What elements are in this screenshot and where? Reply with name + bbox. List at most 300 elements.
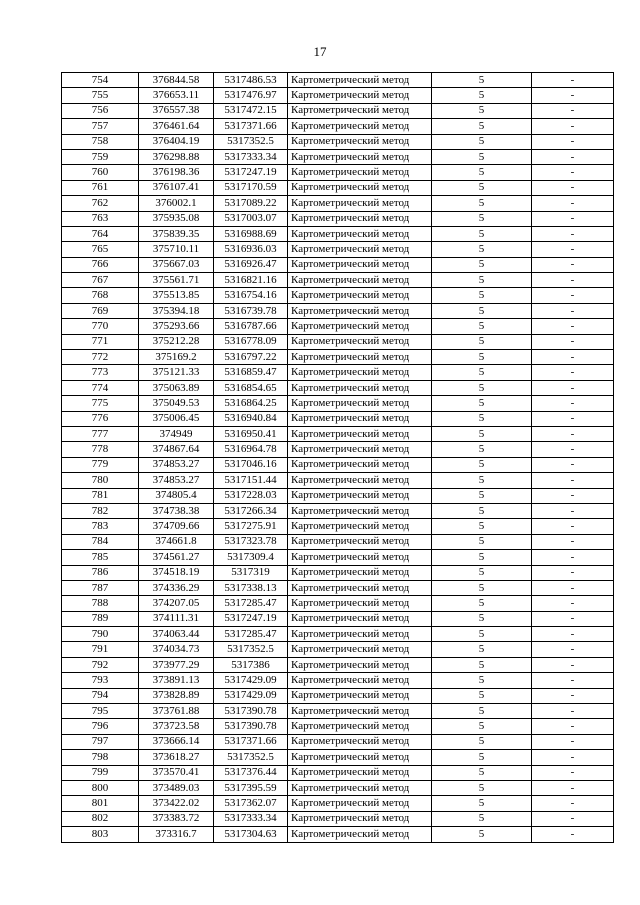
- y-coordinate-cell: 5317275.91: [214, 519, 288, 534]
- accuracy-cell: 5: [432, 611, 532, 626]
- table-row: [62, 827, 614, 842]
- y-coordinate-cell: 5316988.69: [214, 226, 288, 241]
- method-cell: Картометрический метод: [288, 196, 432, 211]
- method-cell: Картометрический метод: [288, 211, 432, 226]
- table-row: [62, 796, 614, 811]
- x-coordinate-cell: 375006.45: [139, 411, 214, 426]
- page-number: 17: [313, 44, 327, 59]
- point-number-cell: 798: [62, 750, 139, 765]
- x-coordinate-cell: 374853.27: [139, 457, 214, 472]
- x-coordinate-cell: 373422.02: [139, 796, 214, 811]
- table-row: [62, 642, 614, 657]
- method-cell: Картометрический метод: [288, 273, 432, 288]
- table-row: [62, 596, 614, 611]
- method-cell: Картометрический метод: [288, 611, 432, 626]
- note-cell: -: [532, 211, 614, 226]
- point-number-cell: 781: [62, 488, 139, 503]
- table-row: [62, 750, 614, 765]
- table-row: [62, 334, 614, 349]
- note-cell: -: [532, 704, 614, 719]
- accuracy-cell: 5: [432, 534, 532, 549]
- note-cell: -: [532, 88, 614, 103]
- table-row: [62, 303, 614, 318]
- point-number-cell: 796: [62, 719, 139, 734]
- accuracy-cell: 5: [432, 580, 532, 595]
- x-coordinate-cell: 374063.44: [139, 627, 214, 642]
- point-number-cell: 770: [62, 319, 139, 334]
- accuracy-cell: 5: [432, 196, 532, 211]
- accuracy-cell: 5: [432, 519, 532, 534]
- x-coordinate-cell: 373489.03: [139, 780, 214, 795]
- accuracy-cell: 5: [432, 365, 532, 380]
- note-cell: -: [532, 180, 614, 195]
- point-number-cell: 799: [62, 765, 139, 780]
- y-coordinate-cell: 5316797.22: [214, 350, 288, 365]
- method-cell: Картометрический метод: [288, 642, 432, 657]
- y-coordinate-cell: 5316926.47: [214, 257, 288, 272]
- accuracy-cell: 5: [432, 780, 532, 795]
- y-coordinate-cell: 5317285.47: [214, 627, 288, 642]
- y-coordinate-cell: 5317371.66: [214, 734, 288, 749]
- coordinates-table: [61, 72, 614, 843]
- table-row: [62, 411, 614, 426]
- note-cell: -: [532, 396, 614, 411]
- x-coordinate-cell: 376198.36: [139, 165, 214, 180]
- table-row: [62, 288, 614, 303]
- x-coordinate-cell: 375169.2: [139, 350, 214, 365]
- accuracy-cell: 5: [432, 334, 532, 349]
- table-row: [62, 365, 614, 380]
- table-row: [62, 765, 614, 780]
- point-number-cell: 795: [62, 704, 139, 719]
- x-coordinate-cell: 375293.66: [139, 319, 214, 334]
- y-coordinate-cell: 5316821.16: [214, 273, 288, 288]
- table-row: [62, 503, 614, 518]
- note-cell: -: [532, 288, 614, 303]
- x-coordinate-cell: 374805.4: [139, 488, 214, 503]
- method-cell: Картометрический метод: [288, 303, 432, 318]
- accuracy-cell: 5: [432, 426, 532, 441]
- accuracy-cell: 5: [432, 734, 532, 749]
- accuracy-cell: 5: [432, 642, 532, 657]
- note-cell: -: [532, 442, 614, 457]
- method-cell: Картометрический метод: [288, 334, 432, 349]
- method-cell: Картометрический метод: [288, 319, 432, 334]
- x-coordinate-cell: 374661.8: [139, 534, 214, 549]
- table-row: [62, 550, 614, 565]
- accuracy-cell: 5: [432, 411, 532, 426]
- y-coordinate-cell: 5316739.78: [214, 303, 288, 318]
- y-coordinate-cell: 5317333.34: [214, 811, 288, 826]
- table-row: [62, 396, 614, 411]
- note-cell: -: [532, 627, 614, 642]
- note-cell: -: [532, 426, 614, 441]
- y-coordinate-cell: 5316936.03: [214, 242, 288, 257]
- point-number-cell: 780: [62, 473, 139, 488]
- method-cell: Картометрический метод: [288, 134, 432, 149]
- y-coordinate-cell: 5317429.09: [214, 673, 288, 688]
- x-coordinate-cell: 375667.03: [139, 257, 214, 272]
- note-cell: -: [532, 134, 614, 149]
- note-cell: -: [532, 596, 614, 611]
- note-cell: -: [532, 119, 614, 134]
- y-coordinate-cell: 5317170.59: [214, 180, 288, 195]
- y-coordinate-cell: 5317429.09: [214, 688, 288, 703]
- x-coordinate-cell: 374207.05: [139, 596, 214, 611]
- x-coordinate-cell: 374738.38: [139, 503, 214, 518]
- method-cell: Картометрический метод: [288, 119, 432, 134]
- x-coordinate-cell: 376557.38: [139, 103, 214, 118]
- accuracy-cell: 5: [432, 288, 532, 303]
- point-number-cell: 757: [62, 119, 139, 134]
- method-cell: Картометрический метод: [288, 180, 432, 195]
- y-coordinate-cell: 5316754.16: [214, 288, 288, 303]
- method-cell: Картометрический метод: [288, 288, 432, 303]
- y-coordinate-cell: 5317003.07: [214, 211, 288, 226]
- note-cell: -: [532, 519, 614, 534]
- x-coordinate-cell: 376653.11: [139, 88, 214, 103]
- table-row: [62, 149, 614, 164]
- note-cell: -: [532, 350, 614, 365]
- y-coordinate-cell: 5317390.78: [214, 704, 288, 719]
- table-row: [62, 134, 614, 149]
- accuracy-cell: 5: [432, 657, 532, 672]
- table-row: [62, 442, 614, 457]
- note-cell: -: [532, 780, 614, 795]
- accuracy-cell: 5: [432, 811, 532, 826]
- table-row: [62, 704, 614, 719]
- method-cell: Картометрический метод: [288, 165, 432, 180]
- x-coordinate-cell: 374518.19: [139, 565, 214, 580]
- x-coordinate-cell: 374034.73: [139, 642, 214, 657]
- note-cell: -: [532, 196, 614, 211]
- y-coordinate-cell: 5317352.5: [214, 642, 288, 657]
- y-coordinate-cell: 5317486.53: [214, 73, 288, 88]
- table-row: [62, 165, 614, 180]
- accuracy-cell: 5: [432, 719, 532, 734]
- method-cell: Картометрический метод: [288, 688, 432, 703]
- accuracy-cell: 5: [432, 149, 532, 164]
- note-cell: -: [532, 411, 614, 426]
- accuracy-cell: 5: [432, 242, 532, 257]
- x-coordinate-cell: 374867.64: [139, 442, 214, 457]
- point-number-cell: 789: [62, 611, 139, 626]
- table-row: [62, 719, 614, 734]
- x-coordinate-cell: 376002.1: [139, 196, 214, 211]
- method-cell: Картометрический метод: [288, 796, 432, 811]
- note-cell: -: [532, 827, 614, 842]
- note-cell: -: [532, 550, 614, 565]
- point-number-cell: 778: [62, 442, 139, 457]
- note-cell: -: [532, 334, 614, 349]
- y-coordinate-cell: 5317285.47: [214, 596, 288, 611]
- x-coordinate-cell: 375121.33: [139, 365, 214, 380]
- table-row: [62, 226, 614, 241]
- table-row: [62, 519, 614, 534]
- method-cell: Картометрический метод: [288, 673, 432, 688]
- x-coordinate-cell: 373316.7: [139, 827, 214, 842]
- accuracy-cell: 5: [432, 827, 532, 842]
- method-cell: Картометрический метод: [288, 103, 432, 118]
- point-number-cell: 790: [62, 627, 139, 642]
- accuracy-cell: 5: [432, 103, 532, 118]
- point-number-cell: 800: [62, 780, 139, 795]
- method-cell: Картометрический метод: [288, 442, 432, 457]
- y-coordinate-cell: 5317323.78: [214, 534, 288, 549]
- point-number-cell: 764: [62, 226, 139, 241]
- y-coordinate-cell: 5316950.41: [214, 426, 288, 441]
- note-cell: -: [532, 765, 614, 780]
- method-cell: Картометрический метод: [288, 534, 432, 549]
- y-coordinate-cell: 5317371.66: [214, 119, 288, 134]
- table-row: [62, 273, 614, 288]
- point-number-cell: 765: [62, 242, 139, 257]
- note-cell: -: [532, 503, 614, 518]
- accuracy-cell: 5: [432, 226, 532, 241]
- y-coordinate-cell: 5317352.5: [214, 134, 288, 149]
- accuracy-cell: 5: [432, 380, 532, 395]
- accuracy-cell: 5: [432, 765, 532, 780]
- x-coordinate-cell: 373618.27: [139, 750, 214, 765]
- accuracy-cell: 5: [432, 550, 532, 565]
- note-cell: -: [532, 534, 614, 549]
- y-coordinate-cell: 5316864.25: [214, 396, 288, 411]
- method-cell: Картометрический метод: [288, 596, 432, 611]
- point-number-cell: 786: [62, 565, 139, 580]
- point-number-cell: 768: [62, 288, 139, 303]
- method-cell: Картометрический метод: [288, 473, 432, 488]
- method-cell: Картометрический метод: [288, 780, 432, 795]
- point-number-cell: 774: [62, 380, 139, 395]
- method-cell: Картометрический метод: [288, 73, 432, 88]
- x-coordinate-cell: 375710.11: [139, 242, 214, 257]
- x-coordinate-cell: 374853.27: [139, 473, 214, 488]
- x-coordinate-cell: 375049.53: [139, 396, 214, 411]
- x-coordinate-cell: 374561.27: [139, 550, 214, 565]
- table-row: [62, 457, 614, 472]
- method-cell: Картометрический метод: [288, 396, 432, 411]
- accuracy-cell: 5: [432, 273, 532, 288]
- point-number-cell: 801: [62, 796, 139, 811]
- point-number-cell: 776: [62, 411, 139, 426]
- y-coordinate-cell: 5316859.47: [214, 365, 288, 380]
- x-coordinate-cell: 375513.85: [139, 288, 214, 303]
- table-row: [62, 473, 614, 488]
- note-cell: -: [532, 165, 614, 180]
- table-row: [62, 565, 614, 580]
- x-coordinate-cell: 374949: [139, 426, 214, 441]
- note-cell: -: [532, 565, 614, 580]
- point-number-cell: 755: [62, 88, 139, 103]
- accuracy-cell: 5: [432, 165, 532, 180]
- accuracy-cell: 5: [432, 673, 532, 688]
- note-cell: -: [532, 488, 614, 503]
- table-row: [62, 119, 614, 134]
- accuracy-cell: 5: [432, 596, 532, 611]
- note-cell: -: [532, 257, 614, 272]
- x-coordinate-cell: 376461.64: [139, 119, 214, 134]
- x-coordinate-cell: 373828.89: [139, 688, 214, 703]
- note-cell: -: [532, 242, 614, 257]
- point-number-cell: 766: [62, 257, 139, 272]
- y-coordinate-cell: 5317352.5: [214, 750, 288, 765]
- table-row: [62, 426, 614, 441]
- y-coordinate-cell: 5316787.66: [214, 319, 288, 334]
- accuracy-cell: 5: [432, 565, 532, 580]
- table-row: [62, 73, 614, 88]
- note-cell: -: [532, 319, 614, 334]
- method-cell: Картометрический метод: [288, 657, 432, 672]
- note-cell: -: [532, 73, 614, 88]
- note-cell: -: [532, 273, 614, 288]
- y-coordinate-cell: 5317228.03: [214, 488, 288, 503]
- point-number-cell: 783: [62, 519, 139, 534]
- accuracy-cell: 5: [432, 303, 532, 318]
- x-coordinate-cell: 375935.08: [139, 211, 214, 226]
- method-cell: Картометрический метод: [288, 734, 432, 749]
- y-coordinate-cell: 5317362.07: [214, 796, 288, 811]
- y-coordinate-cell: 5316854.65: [214, 380, 288, 395]
- x-coordinate-cell: 373570.41: [139, 765, 214, 780]
- point-number-cell: 754: [62, 73, 139, 88]
- table-row: [62, 488, 614, 503]
- x-coordinate-cell: 375394.18: [139, 303, 214, 318]
- y-coordinate-cell: 5317309.4: [214, 550, 288, 565]
- point-number-cell: 794: [62, 688, 139, 703]
- y-coordinate-cell: 5317247.19: [214, 611, 288, 626]
- x-coordinate-cell: 376298.88: [139, 149, 214, 164]
- note-cell: -: [532, 811, 614, 826]
- table-row: [62, 242, 614, 257]
- y-coordinate-cell: 5317390.78: [214, 719, 288, 734]
- table-row: [62, 196, 614, 211]
- method-cell: Картометрический метод: [288, 565, 432, 580]
- table-row: [62, 211, 614, 226]
- table-row: [62, 657, 614, 672]
- x-coordinate-cell: 375063.89: [139, 380, 214, 395]
- y-coordinate-cell: 5317319: [214, 565, 288, 580]
- point-number-cell: 797: [62, 734, 139, 749]
- y-coordinate-cell: 5317476.97: [214, 88, 288, 103]
- x-coordinate-cell: 373761.88: [139, 704, 214, 719]
- y-coordinate-cell: 5317333.34: [214, 149, 288, 164]
- y-coordinate-cell: 5317395.59: [214, 780, 288, 795]
- accuracy-cell: 5: [432, 627, 532, 642]
- accuracy-cell: 5: [432, 134, 532, 149]
- point-number-cell: 787: [62, 580, 139, 595]
- note-cell: -: [532, 580, 614, 595]
- point-number-cell: 803: [62, 827, 139, 842]
- point-number-cell: 761: [62, 180, 139, 195]
- y-coordinate-cell: 5317386: [214, 657, 288, 672]
- accuracy-cell: 5: [432, 704, 532, 719]
- table-row: [62, 811, 614, 826]
- accuracy-cell: 5: [432, 211, 532, 226]
- coordinates-table-body: [62, 73, 614, 843]
- note-cell: -: [532, 303, 614, 318]
- method-cell: Картометрический метод: [288, 503, 432, 518]
- point-number-cell: 802: [62, 811, 139, 826]
- x-coordinate-cell: 375212.28: [139, 334, 214, 349]
- point-number-cell: 775: [62, 396, 139, 411]
- accuracy-cell: 5: [432, 750, 532, 765]
- accuracy-cell: 5: [432, 442, 532, 457]
- note-cell: -: [532, 719, 614, 734]
- table-row: [62, 257, 614, 272]
- note-cell: -: [532, 611, 614, 626]
- table-row: [62, 673, 614, 688]
- table-row: [62, 534, 614, 549]
- y-coordinate-cell: 5317376.44: [214, 765, 288, 780]
- y-coordinate-cell: 5317089.22: [214, 196, 288, 211]
- point-number-cell: 793: [62, 673, 139, 688]
- point-number-cell: 784: [62, 534, 139, 549]
- y-coordinate-cell: 5316964.78: [214, 442, 288, 457]
- method-cell: Картометрический метод: [288, 411, 432, 426]
- x-coordinate-cell: 375839.35: [139, 226, 214, 241]
- note-cell: -: [532, 103, 614, 118]
- accuracy-cell: 5: [432, 488, 532, 503]
- method-cell: Картометрический метод: [288, 519, 432, 534]
- point-number-cell: 769: [62, 303, 139, 318]
- table-row: [62, 627, 614, 642]
- x-coordinate-cell: 374336.29: [139, 580, 214, 595]
- accuracy-cell: 5: [432, 503, 532, 518]
- method-cell: Картометрический метод: [288, 88, 432, 103]
- accuracy-cell: 5: [432, 319, 532, 334]
- x-coordinate-cell: 373891.13: [139, 673, 214, 688]
- note-cell: -: [532, 457, 614, 472]
- method-cell: Картометрический метод: [288, 242, 432, 257]
- point-number-cell: 760: [62, 165, 139, 180]
- table-row: [62, 380, 614, 395]
- x-coordinate-cell: 375561.71: [139, 273, 214, 288]
- table-row: [62, 103, 614, 118]
- accuracy-cell: 5: [432, 88, 532, 103]
- note-cell: -: [532, 149, 614, 164]
- point-number-cell: 782: [62, 503, 139, 518]
- point-number-cell: 758: [62, 134, 139, 149]
- point-number-cell: 791: [62, 642, 139, 657]
- table-row: [62, 688, 614, 703]
- method-cell: Картометрический метод: [288, 580, 432, 595]
- accuracy-cell: 5: [432, 688, 532, 703]
- point-number-cell: 779: [62, 457, 139, 472]
- x-coordinate-cell: 373723.58: [139, 719, 214, 734]
- x-coordinate-cell: 374111.31: [139, 611, 214, 626]
- table-row: [62, 180, 614, 195]
- point-number-cell: 762: [62, 196, 139, 211]
- accuracy-cell: 5: [432, 396, 532, 411]
- point-number-cell: 792: [62, 657, 139, 672]
- y-coordinate-cell: 5317472.15: [214, 103, 288, 118]
- point-number-cell: 763: [62, 211, 139, 226]
- method-cell: Картометрический метод: [288, 765, 432, 780]
- note-cell: -: [532, 380, 614, 395]
- method-cell: Картометрический метод: [288, 457, 432, 472]
- method-cell: Картометрический метод: [288, 426, 432, 441]
- accuracy-cell: 5: [432, 257, 532, 272]
- x-coordinate-cell: 373383.72: [139, 811, 214, 826]
- method-cell: Картометрический метод: [288, 350, 432, 365]
- x-coordinate-cell: 374709.66: [139, 519, 214, 534]
- table-row: [62, 88, 614, 103]
- accuracy-cell: 5: [432, 180, 532, 195]
- point-number-cell: 785: [62, 550, 139, 565]
- point-number-cell: 759: [62, 149, 139, 164]
- table-row: [62, 580, 614, 595]
- accuracy-cell: 5: [432, 796, 532, 811]
